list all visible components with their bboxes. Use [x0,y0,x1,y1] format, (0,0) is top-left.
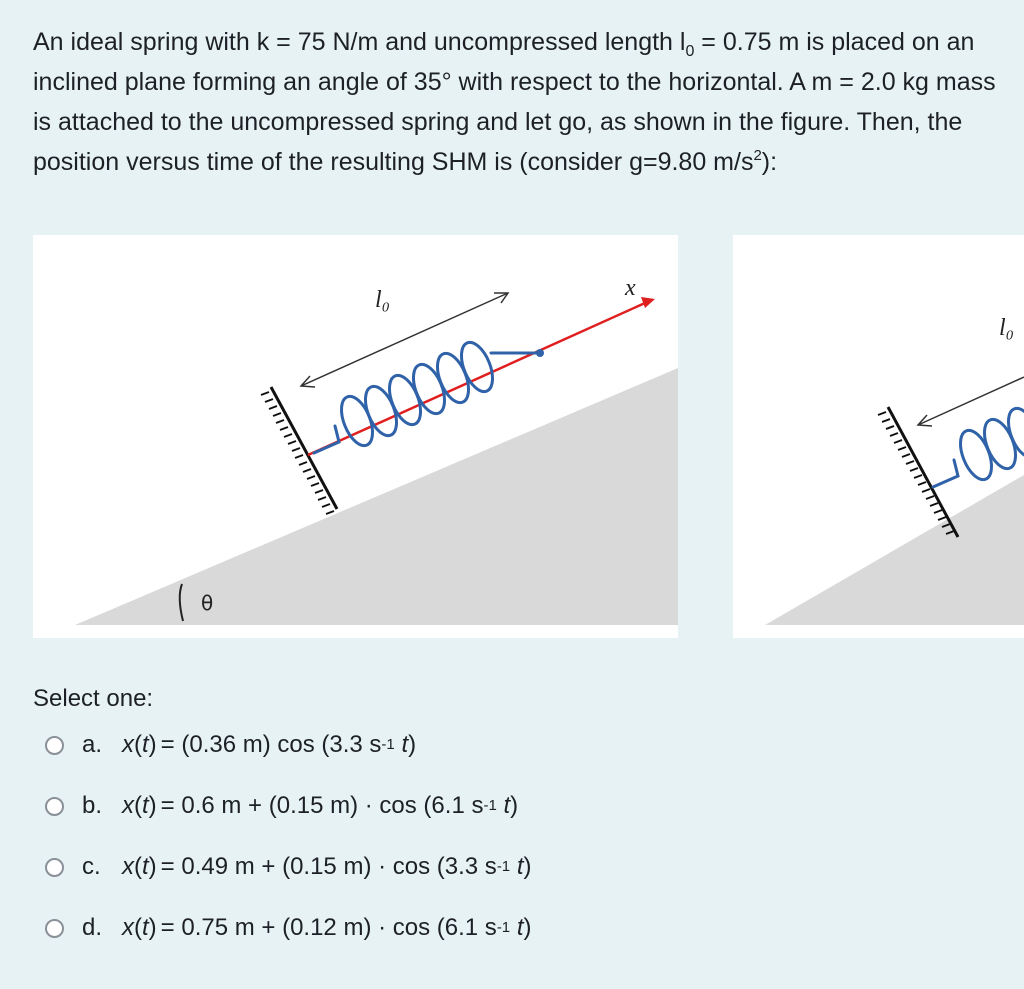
figure-svg [33,235,1024,638]
radio-c[interactable] [45,858,64,877]
theta-label: θ [201,591,214,615]
question-part-3: ): [761,148,778,176]
option-tail: t) [516,853,532,880]
radio-b[interactable] [45,797,64,816]
option-letter: a. [82,731,103,758]
right-l0-label: l₀ [999,315,1015,341]
option-tail: t) [516,914,532,941]
option-letter: c. [82,853,101,880]
left-l0-label: l₀ [375,287,391,313]
option-function: x(t) [122,792,157,819]
option-expression: = 0.75 m + (0.12 m) · cos (6.1 s [160,914,497,941]
question-part-2: = 0.75 m is placed on an inclined plane forming an angle of 35° with respect to the horizontal. A m = 2.0 kg mass is attached to the uncompressed spring and let go, as shown in the figure. Then, the position versus time of the resulting SHM is (consider g=9.80 m/s [33,28,996,176]
radio-a[interactable] [45,736,64,755]
option-function: x(t) [122,914,157,941]
option-letter: b. [82,792,103,819]
select-one-label: Select one: [33,685,154,712]
option-d[interactable]: d. x(t) = 0.75 m + (0.12 m) · cos (6.1 s -1 t) [45,911,685,945]
option-function: x(t) [122,731,157,758]
left-x-label: x [625,275,636,301]
option-expression: = 0.6 m + (0.15 m) · cos (6.1 s [160,792,484,819]
question-superscript: 2 [753,147,762,164]
question-part-1: An ideal spring with k = 75 N/m and uncompressed length l [33,28,686,56]
option-b[interactable]: b. x(t) = 0.6 m + (0.15 m) · cos (6.1 s -1 t) [45,789,685,823]
radio-d[interactable] [45,919,64,938]
option-a[interactable]: a. x(t) = (0.36 m) cos (3.3 s -1 t) [45,728,685,762]
option-expression: = 0.49 m + (0.15 m) · cos (3.3 s [160,853,497,880]
option-tail: t) [503,792,519,819]
option-function: x(t) [122,853,157,880]
spring-end-dot [536,349,544,357]
option-c[interactable]: c. x(t) = 0.49 m + (0.15 m) · cos (3.3 s -1 t) [45,850,685,884]
question-subscript: 0 [685,43,695,60]
option-expression: = (0.36 m) cos (3.3 s [160,731,382,758]
question-text [33,22,1008,182]
option-letter: d. [82,914,103,941]
option-tail: t) [401,731,417,758]
incline-spring-figure [33,235,1024,638]
